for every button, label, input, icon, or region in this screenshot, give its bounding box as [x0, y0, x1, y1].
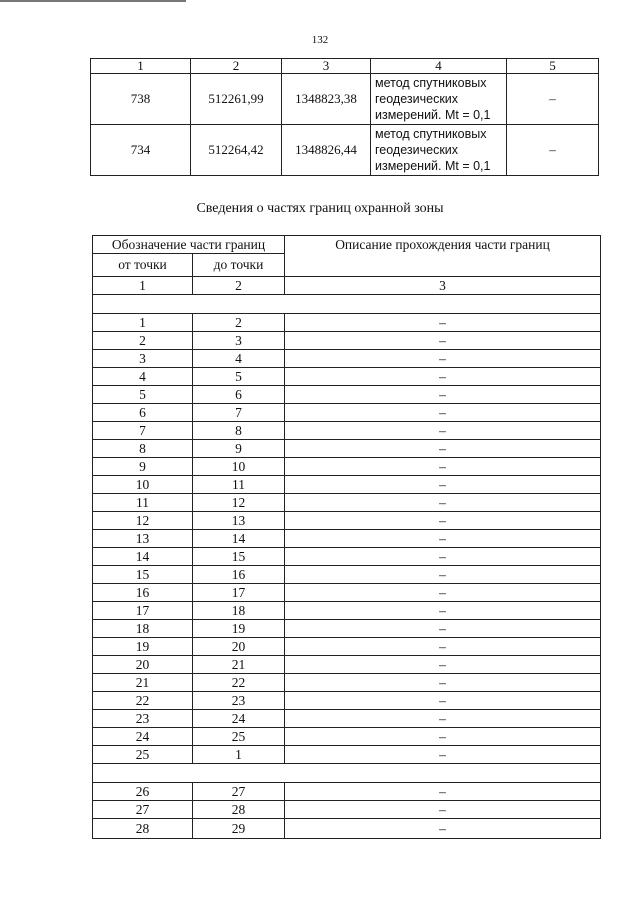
- table-row: [93, 548, 601, 566]
- column-number: 3: [285, 277, 601, 295]
- part-description: –: [285, 674, 601, 692]
- table-row: [93, 746, 601, 764]
- to-point: 7: [193, 404, 285, 422]
- part-description: –: [285, 458, 601, 476]
- coordinates-row: [91, 125, 599, 176]
- coordinates-row: [91, 74, 599, 125]
- part-description: –: [285, 728, 601, 746]
- to-point: 15: [193, 548, 285, 566]
- table-row: [93, 783, 601, 801]
- part-description: –: [285, 566, 601, 584]
- table-row: [93, 801, 601, 819]
- table-row: [93, 368, 601, 386]
- from-point: 11: [93, 494, 193, 512]
- description-header: Описание прохождения части границ: [285, 236, 601, 277]
- part-description: –: [285, 440, 601, 458]
- to-point: 5: [193, 368, 285, 386]
- table-row: [93, 494, 601, 512]
- point-number: 734: [91, 125, 191, 176]
- to-point: 29: [193, 819, 285, 839]
- header-cell: 3: [282, 59, 371, 74]
- to-point-header: до точки: [193, 254, 285, 277]
- to-point: 2: [193, 314, 285, 332]
- to-point: 9: [193, 440, 285, 458]
- table-row: [93, 638, 601, 656]
- part-description: –: [285, 386, 601, 404]
- from-point: 18: [93, 620, 193, 638]
- from-point: 15: [93, 566, 193, 584]
- table-row: [93, 422, 601, 440]
- group-separator: [93, 295, 601, 314]
- from-point: 26: [93, 783, 193, 801]
- header-cell: 1: [91, 59, 191, 74]
- from-point: 16: [93, 584, 193, 602]
- from-point: 27: [93, 801, 193, 819]
- header-cell: 4: [371, 59, 507, 74]
- column-number: 1: [93, 277, 193, 295]
- group-separator-row: [93, 295, 601, 314]
- header-cell: 2: [191, 59, 282, 74]
- x-coordinate: 512261,99: [191, 74, 282, 125]
- from-point: 1: [93, 314, 193, 332]
- from-point: 2: [93, 332, 193, 350]
- to-point: 22: [193, 674, 285, 692]
- table-row: [93, 404, 601, 422]
- to-point: 21: [193, 656, 285, 674]
- from-point: 17: [93, 602, 193, 620]
- contour-2-rows: [93, 783, 601, 839]
- header-cell: 5: [507, 59, 599, 74]
- from-point: 12: [93, 512, 193, 530]
- part-description: –: [285, 692, 601, 710]
- part-description: –: [285, 801, 601, 819]
- from-point: 13: [93, 530, 193, 548]
- method-line: измерений. Mt = 0,1: [375, 159, 491, 173]
- table-row: [93, 476, 601, 494]
- part-description: –: [285, 422, 601, 440]
- to-point: 24: [193, 710, 285, 728]
- part-description: –: [285, 350, 601, 368]
- group-separator: [93, 764, 601, 783]
- to-point: 6: [193, 386, 285, 404]
- table-row: [93, 602, 601, 620]
- part-description: –: [285, 314, 601, 332]
- from-point: 9: [93, 458, 193, 476]
- part-description: –: [285, 548, 601, 566]
- table-row: [93, 819, 601, 839]
- note-cell: –: [507, 74, 599, 125]
- parts-header-row: [93, 236, 601, 254]
- point-number: 738: [91, 74, 191, 125]
- method-line: метод спутниковых: [375, 127, 487, 141]
- to-point: 23: [193, 692, 285, 710]
- from-point: 14: [93, 548, 193, 566]
- from-point: 8: [93, 440, 193, 458]
- from-point: 3: [93, 350, 193, 368]
- to-point: 11: [193, 476, 285, 494]
- top-rule: [0, 0, 186, 2]
- method-line: метод спутниковых: [375, 76, 487, 90]
- table-row: [93, 350, 601, 368]
- coordinates-table: [90, 58, 599, 176]
- part-description: –: [285, 710, 601, 728]
- table-row: [93, 440, 601, 458]
- note-cell: –: [507, 125, 599, 176]
- table-row: [93, 674, 601, 692]
- method-cell: [371, 125, 507, 176]
- from-point-header: от точки: [93, 254, 193, 277]
- from-point: 5: [93, 386, 193, 404]
- to-point: 14: [193, 530, 285, 548]
- to-point: 18: [193, 602, 285, 620]
- from-point: 19: [93, 638, 193, 656]
- part-description: –: [285, 819, 601, 839]
- table-row: [93, 512, 601, 530]
- column-number: 2: [193, 277, 285, 295]
- to-point: 1: [193, 746, 285, 764]
- to-point: 3: [193, 332, 285, 350]
- table-row: [93, 332, 601, 350]
- from-point: 21: [93, 674, 193, 692]
- part-description: –: [285, 746, 601, 764]
- contour-1-rows: [93, 314, 601, 764]
- to-point: 19: [193, 620, 285, 638]
- table-row: [93, 584, 601, 602]
- to-point: 16: [193, 566, 285, 584]
- to-point: 27: [193, 783, 285, 801]
- from-point: 6: [93, 404, 193, 422]
- table-row: [93, 692, 601, 710]
- from-point: 4: [93, 368, 193, 386]
- from-point: 28: [93, 819, 193, 839]
- part-description: –: [285, 783, 601, 801]
- to-point: 4: [193, 350, 285, 368]
- table-row: [93, 728, 601, 746]
- column-number-row: [93, 277, 601, 295]
- part-description: –: [285, 584, 601, 602]
- coordinates-header-row: [91, 59, 599, 74]
- part-description: –: [285, 638, 601, 656]
- y-coordinate: 1348826,44: [282, 125, 371, 176]
- to-point: 12: [193, 494, 285, 512]
- method-cell: [371, 74, 507, 125]
- from-point: 20: [93, 656, 193, 674]
- part-description: –: [285, 476, 601, 494]
- from-point: 10: [93, 476, 193, 494]
- part-description: –: [285, 332, 601, 350]
- designation-header: Обозначение части границ: [93, 236, 285, 254]
- part-description: –: [285, 368, 601, 386]
- to-point: 25: [193, 728, 285, 746]
- section-title: Сведения о частях границ охранной зоны: [196, 201, 444, 216]
- method-line: геодезических: [375, 143, 459, 157]
- from-point: 24: [93, 728, 193, 746]
- table-row: [93, 620, 601, 638]
- part-description: –: [285, 512, 601, 530]
- part-description: –: [285, 494, 601, 512]
- to-point: 17: [193, 584, 285, 602]
- to-point: 13: [193, 512, 285, 530]
- table-row: [93, 458, 601, 476]
- part-description: –: [285, 404, 601, 422]
- group-separator-row: [93, 764, 601, 783]
- method-line: геодезических: [375, 92, 459, 106]
- part-description: –: [285, 530, 601, 548]
- table-row: [93, 710, 601, 728]
- table-row: [93, 656, 601, 674]
- x-coordinate: 512264,42: [191, 125, 282, 176]
- table-row: [93, 386, 601, 404]
- part-description: –: [285, 620, 601, 638]
- table-row: [93, 530, 601, 548]
- from-point: 22: [93, 692, 193, 710]
- from-point: 25: [93, 746, 193, 764]
- table-row: [93, 566, 601, 584]
- from-point: 23: [93, 710, 193, 728]
- method-line: измерений. Mt = 0,1: [375, 108, 491, 122]
- to-point: 8: [193, 422, 285, 440]
- to-point: 10: [193, 458, 285, 476]
- y-coordinate: 1348823,38: [282, 74, 371, 125]
- from-point: 7: [93, 422, 193, 440]
- part-description: –: [285, 602, 601, 620]
- to-point: 20: [193, 638, 285, 656]
- boundary-parts-table: [92, 235, 601, 839]
- page-number: 132: [311, 34, 329, 46]
- to-point: 28: [193, 801, 285, 819]
- part-description: –: [285, 656, 601, 674]
- table-row: [93, 314, 601, 332]
